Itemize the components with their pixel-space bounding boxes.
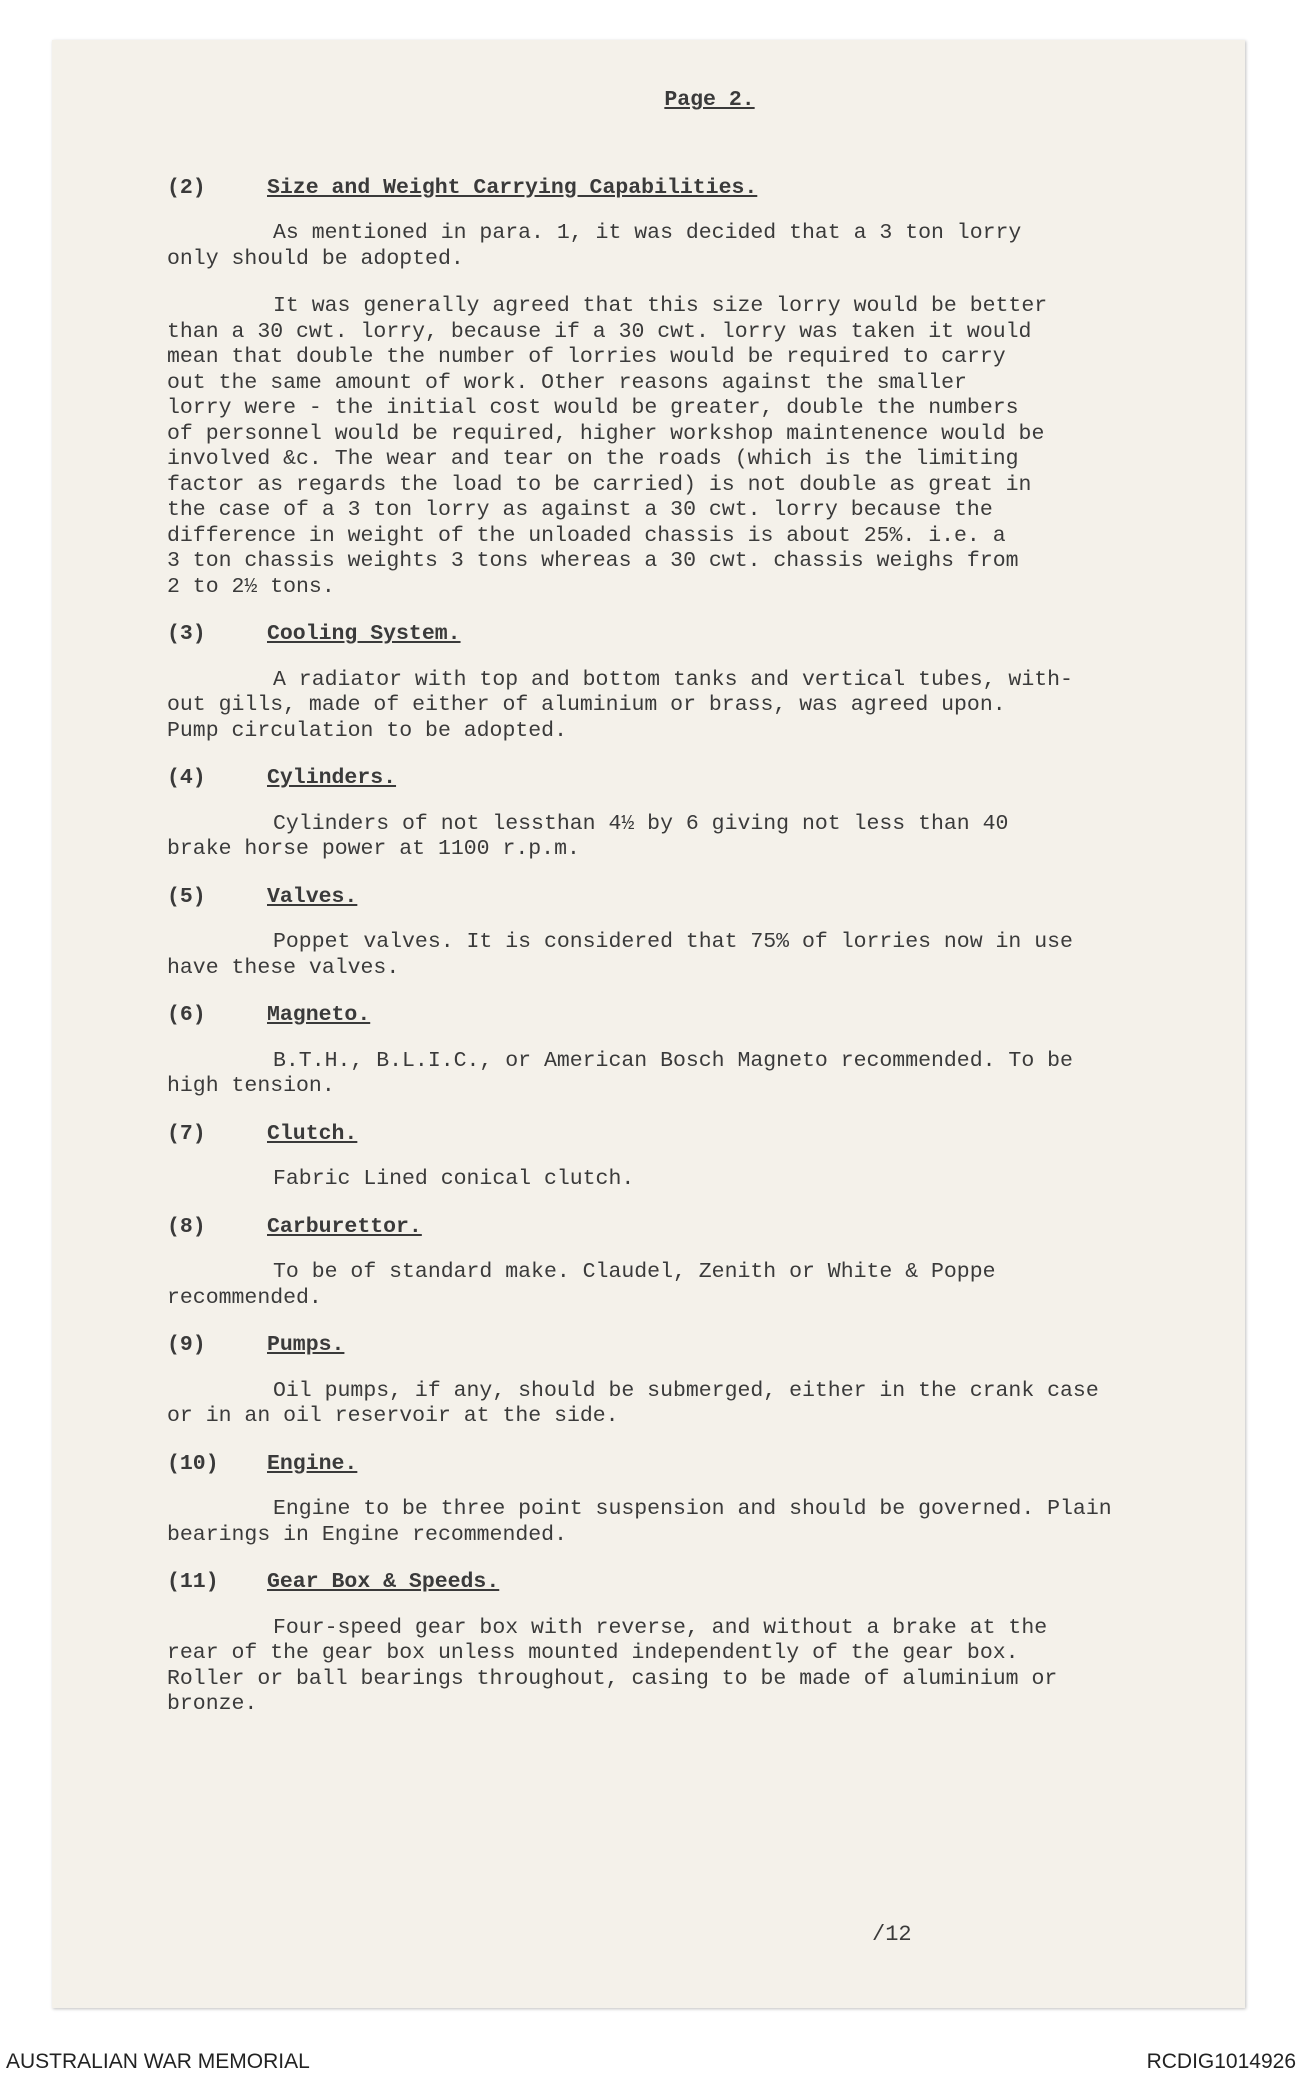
section xyxy=(167,1570,1212,1718)
section-paragraph: Fabric Lined conical clutch. xyxy=(273,1167,635,1191)
section-paragraph: Engine to be three point suspension and should be governed. Plain bearings in Engine recommended. xyxy=(167,1497,1112,1547)
continuation-marker: /12 xyxy=(872,1922,912,1947)
section-title: Valves. xyxy=(267,884,358,909)
section-title: Engine. xyxy=(267,1451,358,1476)
section-paragraph: As mentioned in para. 1, it was decided that a 3 ton lorry only should be adopted. xyxy=(167,221,1022,271)
section-number: (5) xyxy=(167,884,206,909)
section-heading xyxy=(167,1333,1212,1359)
section-number: (11) xyxy=(167,1570,219,1594)
section-heading xyxy=(167,766,1212,792)
section-heading xyxy=(167,1215,1212,1241)
section-paragraph: Four-speed gear box with reverse, and without a brake at the rear of the gear box unless mounted independently of the gear box. Roller or ball bearings throughout, casing to be made of aluminium or bronze. xyxy=(167,1615,1058,1716)
section-title: Size and Weight Carrying Capabilities. xyxy=(267,175,758,200)
section-number: (3) xyxy=(167,622,206,646)
section xyxy=(167,766,1212,863)
archive-id: RCDIG1014926 xyxy=(1146,2050,1296,2073)
section xyxy=(167,1333,1212,1430)
section-heading xyxy=(167,1122,1212,1148)
section-title: Pumps. xyxy=(267,1333,345,1357)
section-paragraph: B.T.H., B.L.I.C., or American Bosch Magneto recommended. To be high tension. xyxy=(167,1048,1073,1098)
section-title: Carburettor. xyxy=(267,1214,422,1239)
section-number: (6) xyxy=(167,1003,206,1027)
section xyxy=(167,622,1212,744)
section-title: Clutch. xyxy=(267,1121,358,1146)
section-heading xyxy=(167,885,1212,911)
section-title: Cylinders. xyxy=(267,766,397,790)
section-paragraph: It was generally agreed that this size lorry would be better than a 30 cwt. lorry, because if a 30 cwt. lorry was taken it would mean that double the number of lorries would be required to carry out the same amount of work. Other reasons against the smaller lorry were - the initial cost would be greater, double the numbers of personnel would be required, higher workshop maintenence would be involved &c. The wear and tear on the roads (which is the limiting factor as regards the load to be carried) is not double as great in the case of a 3 ton lorry as against a 30 cwt. lorry because the difference in weight of the unloaded chassis is about 25%. i.e. a 3 ton chassis weights 3 tons whereas a 30 cwt. chassis weighs from 2 to 2½ tons. xyxy=(167,294,1048,599)
document-body xyxy=(167,88,1212,1740)
section xyxy=(167,1003,1212,1100)
section-heading xyxy=(167,1570,1212,1596)
section-paragraph: Cylinders of not lessthan 4½ by 6 giving not less than 40 brake horse power at 1100 r.p.m. xyxy=(167,811,1009,861)
section-number: (7) xyxy=(167,1121,206,1146)
section-number: (8) xyxy=(167,1214,206,1239)
section-heading xyxy=(167,1452,1212,1478)
section-heading xyxy=(167,176,1212,202)
section-number: (2) xyxy=(167,175,206,200)
section xyxy=(167,885,1212,982)
section-number: (10) xyxy=(167,1451,219,1476)
section xyxy=(167,1452,1212,1549)
document-page xyxy=(52,40,1245,2008)
sections-list xyxy=(167,176,1212,1718)
section-title: Magneto. xyxy=(267,1003,371,1027)
section-title: Cooling System. xyxy=(267,622,461,646)
section-number: (4) xyxy=(167,766,206,790)
section-paragraph: Poppet valves. It is considered that 75% of lorries now in use have these valves. xyxy=(167,930,1073,980)
section-paragraph: To be of standard make. Claudel, Zenith or White & Poppe recommended. xyxy=(167,1260,996,1310)
section-number: (9) xyxy=(167,1333,206,1357)
section-heading xyxy=(167,1003,1212,1029)
section-heading xyxy=(167,622,1212,648)
archive-caption: AUSTRALIAN WAR MEMORIAL xyxy=(6,2050,310,2073)
section xyxy=(167,1122,1212,1193)
section-paragraph: Oil pumps, if any, should be submerged, either in the crank case or in an oil reservoir at the side. xyxy=(167,1378,1099,1428)
section-title: Gear Box & Speeds. xyxy=(267,1570,500,1594)
section xyxy=(167,1215,1212,1312)
page-number: Page 2. xyxy=(664,88,755,112)
section xyxy=(167,176,1212,601)
section-paragraph: A radiator with top and bottom tanks and vertical tubes, with- out gills, made of either of aluminium or brass, was agreed upon. Pump circulation to be adopted. xyxy=(167,667,1073,743)
